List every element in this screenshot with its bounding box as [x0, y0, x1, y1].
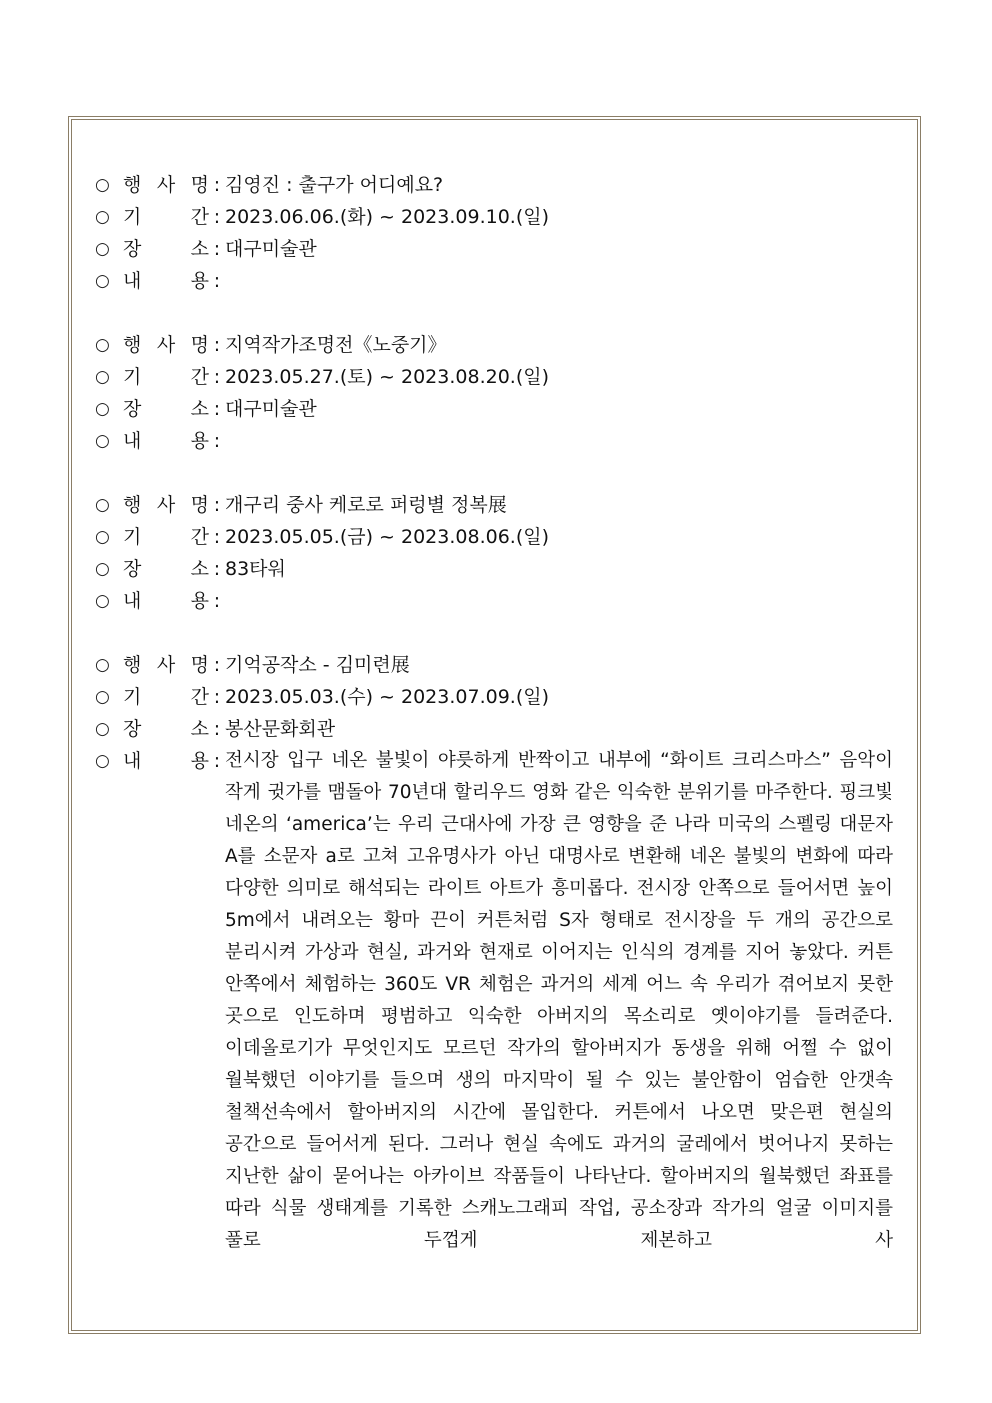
colon: :: [213, 718, 221, 740]
event-period-row: [95, 201, 900, 233]
event-period-row: [95, 521, 900, 553]
colon: :: [213, 558, 221, 580]
event-name-value: 김영진 : 출구가 어디예요?: [225, 174, 444, 196]
colon: :: [213, 334, 221, 356]
colon: :: [213, 430, 221, 452]
event-period-value: 2023.05.03.(수) ~ 2023.07.09.(일): [225, 686, 550, 708]
event-name-label: 행 사 명: [123, 334, 209, 356]
event-content-label: 내 용: [123, 430, 209, 452]
event-place-label: 장 소: [123, 718, 209, 740]
event-period-row: [95, 361, 900, 393]
event-place-value: 대구미술관: [225, 238, 317, 260]
event-content-label: 내 용: [123, 270, 209, 292]
event-place-value: 대구미술관: [225, 398, 317, 420]
event-period-value: 2023.05.27.(토) ~ 2023.08.20.(일): [225, 366, 550, 388]
event-item: [95, 489, 900, 617]
event-place-label: 장 소: [123, 238, 209, 260]
event-place-row: [95, 393, 900, 425]
event-period-label: 기 간: [123, 366, 209, 388]
event-name-value: 기억공작소 - 김미련展: [225, 654, 410, 676]
event-name-label: 행 사 명: [123, 654, 209, 676]
colon: :: [213, 174, 221, 196]
bullet-circle-icon: ○: [95, 271, 110, 291]
colon: :: [213, 494, 221, 516]
event-place-row: [95, 553, 900, 585]
event-name-value: 지역작가조명전《노중기》: [225, 334, 447, 356]
colon: :: [213, 398, 221, 420]
colon: :: [213, 686, 221, 708]
event-name-label: 행 사 명: [123, 494, 209, 516]
event-item: [95, 169, 900, 297]
event-place-value: 봉산문화회관: [225, 718, 336, 740]
event-name-row: [95, 489, 900, 521]
event-content-value: 전시장 입구 네온 불빛이 야릇하게 반짝이고 내부에 “화이트 크리스마스” 음악이 작게 귓가를 맴돌아 70년대 할리우드 영화 같은 익숙한 분위기를 마주한다. 핑크빛 네온의 ‘america’는 우리 근대사에 가장 큰 영향을 준 나라 미국의 스펠링 대문자 A를 소문자 a로 고쳐 고유명사가 아닌 대명사로 변환해 네온 불빛의 변화에 따라 다양한 의미로 해석되는 라이트 아트가 흥미롭다. 전시장 안쪽으로 들어서면 높이 5m에서 내려오는 황마 끈이 커튼처럼 S자 형태로 전시장을 두 개의 공간으로 분리시켜 가상과 현실, 과거와 현재로 이어지는 인식의 경계를 지어 놓았다. 커튼 안쪽에서 체험하는 360도 VR 체험은 과거의 세계 어느 속 우리가 겪어보지 못한 곳으로 인도하며 평범하고 익숙한 아버지의 목소리로 옛이야기를 들려준다. 이데올로기가 무엇인지도 모르던 작가의 할아버지가 동생을 위해 어쩔 수 없이 월북했던 이야기를 들으며 생의 마지막이 될 수 있는 불안함이 엄습한 안갯속 철책선속에서 할아버지의 시간에 몰입한다. 커튼에서 나오면 맞은편 현실의 공간으로 들어서게 된다. 그러나 현실 속에도 과거의 굴레에서 벗어나지 못하는 지난한 삶이 묻어나는 아카이브 작품들이 나타난다. 할아버지의 월북했던 좌표를 따라 식물 생태계를 기록한 스캐노그래피 작업, 공소장과 작가의 얼굴 이미지를 풀로 두껍게 제본하고 사: [225, 750, 893, 1251]
bullet-circle-icon: ○: [95, 751, 110, 771]
event-content-row: [95, 265, 900, 297]
event-name-label: 행 사 명: [123, 174, 209, 196]
bullet-circle-icon: ○: [95, 431, 110, 451]
bullet-circle-icon: ○: [95, 207, 110, 227]
bullet-circle-icon: ○: [95, 495, 110, 515]
event-content-row: [95, 425, 900, 457]
colon: :: [213, 206, 221, 228]
bullet-circle-icon: ○: [95, 239, 110, 259]
bullet-circle-icon: ○: [95, 335, 110, 355]
event-name-value: 개구리 중사 케로로 퍼렁별 정복展: [225, 494, 507, 516]
event-content-row: [95, 745, 900, 1257]
event-name-row: [95, 649, 900, 681]
event-place-label: 장 소: [123, 398, 209, 420]
event-content-label: 내 용: [123, 590, 209, 612]
event-item: [95, 329, 900, 457]
colon: :: [213, 590, 221, 612]
colon: :: [213, 238, 221, 260]
bullet-circle-icon: ○: [95, 527, 110, 547]
colon: :: [213, 750, 221, 772]
event-content-label: 내 용: [123, 750, 209, 772]
event-list: [95, 169, 900, 1289]
event-place-row: [95, 713, 900, 745]
event-name-row: [95, 169, 900, 201]
event-place-value: 83타워: [225, 558, 286, 580]
colon: :: [213, 526, 221, 548]
event-period-row: [95, 681, 900, 713]
colon: :: [213, 366, 221, 388]
event-item: [95, 649, 900, 1257]
event-period-label: 기 간: [123, 526, 209, 548]
event-period-label: 기 간: [123, 686, 209, 708]
colon: :: [213, 270, 221, 292]
event-period-value: 2023.05.05.(금) ~ 2023.08.06.(일): [225, 526, 550, 548]
event-period-value: 2023.06.06.(화) ~ 2023.09.10.(일): [225, 206, 550, 228]
bullet-circle-icon: ○: [95, 655, 110, 675]
bullet-circle-icon: ○: [95, 687, 110, 707]
bullet-circle-icon: ○: [95, 559, 110, 579]
event-content-row: [95, 585, 900, 617]
event-period-label: 기 간: [123, 206, 209, 228]
bullet-circle-icon: ○: [95, 399, 110, 419]
event-place-row: [95, 233, 900, 265]
bullet-circle-icon: ○: [95, 175, 110, 195]
event-place-label: 장 소: [123, 558, 209, 580]
bullet-circle-icon: ○: [95, 367, 110, 387]
bullet-circle-icon: ○: [95, 591, 110, 611]
event-name-row: [95, 329, 900, 361]
colon: :: [213, 654, 221, 676]
bullet-circle-icon: ○: [95, 719, 110, 739]
